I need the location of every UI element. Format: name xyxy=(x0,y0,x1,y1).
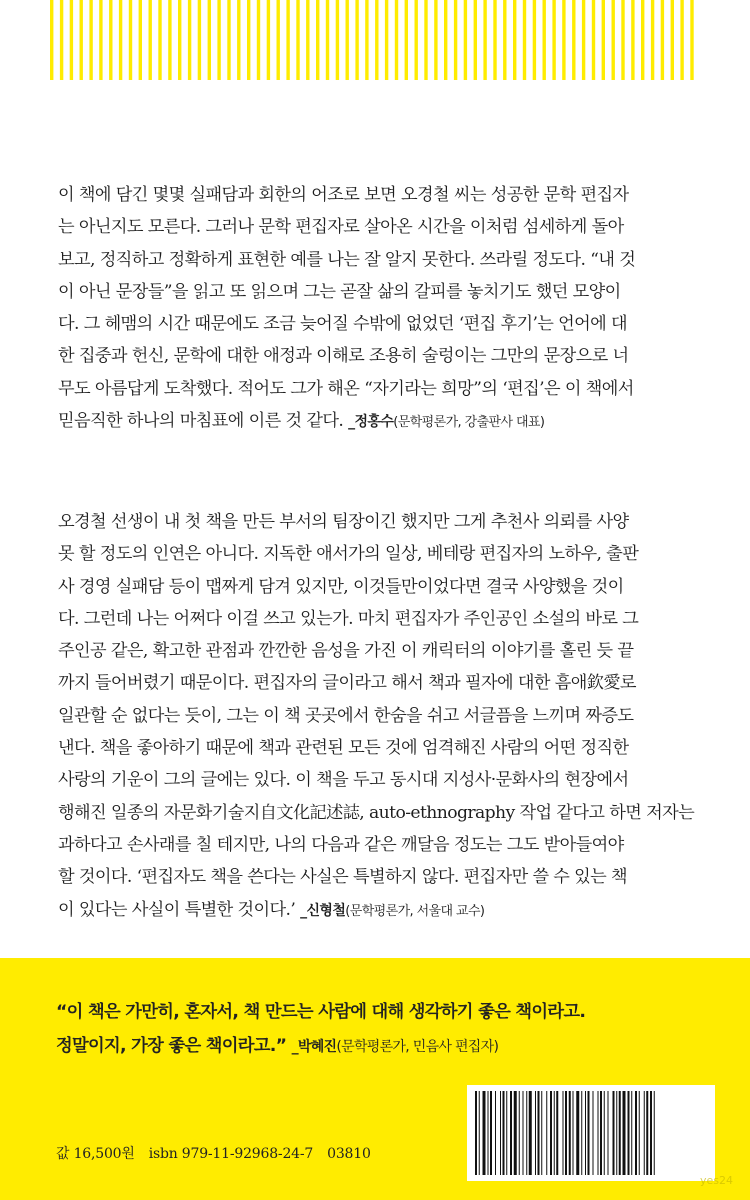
stripe xyxy=(424,0,427,80)
review-2-line: 행해진 일종의 자문화기술지自文化記述誌, auto-ethnography 작업 같다고 하면 저자는 xyxy=(58,802,695,823)
barcode-bar xyxy=(604,1091,605,1175)
stripe xyxy=(267,0,270,80)
review-2-line: 사랑의 기운이 그의 글에는 있다. 이 책을 두고 동시대 지성사·문화사의 현장에서 xyxy=(58,770,629,791)
review-1-line: 이 아닌 문장들”을 읽고 또 읽으며 그는 곧잘 삶의 갈피를 놓치기도 했던 모양이 xyxy=(58,281,621,302)
stripe xyxy=(80,0,83,80)
barcode-bar xyxy=(628,1091,630,1175)
stripe xyxy=(129,0,132,80)
stripe xyxy=(257,0,260,80)
stripe xyxy=(247,0,250,80)
barcode-bar xyxy=(631,1091,632,1175)
stripe xyxy=(483,0,486,80)
review-1-line: 다. 그 헤맴의 시간 때문에도 조금 늦어질 수밖에 없었던 ‘편집 후기’는 언어에 대 xyxy=(58,314,628,335)
barcode-bar xyxy=(646,1091,648,1175)
barcode-bar xyxy=(576,1091,579,1175)
blurb-credit-name: _박혜진 xyxy=(291,1039,337,1055)
stripe xyxy=(474,0,477,80)
stripe xyxy=(355,0,358,80)
review-1-line: 한 집중과 헌신, 문학에 대한 애정과 이해로 조용히 술렁이는 그만의 문장으로 너 xyxy=(58,346,629,367)
stripe xyxy=(680,0,683,80)
barcode-bar xyxy=(585,1091,586,1175)
stripe xyxy=(326,0,329,80)
stripe xyxy=(572,0,575,80)
review-2-line: 이 있다는 사실이 특별한 것이다.’ xyxy=(58,899,296,920)
stripe xyxy=(395,0,398,80)
barcode-bar xyxy=(556,1091,558,1175)
barcode-bar xyxy=(623,1091,626,1175)
barcode-bar xyxy=(569,1091,571,1175)
barcode-bar xyxy=(514,1091,517,1175)
blurb-line-2: 정말이지, 가장 좋은 책이라고.” xyxy=(56,1036,287,1056)
stripe xyxy=(365,0,368,80)
barcode-bar xyxy=(541,1091,542,1175)
stripe xyxy=(227,0,230,80)
review-1-line: 보고, 정직하고 정확하게 표현한 예를 나는 잘 알지 못한다. 쓰라릴 정도다. “내 것 xyxy=(58,249,636,270)
barcode-bar xyxy=(523,1091,524,1175)
barcode-bar xyxy=(573,1091,574,1175)
barcode-bar xyxy=(635,1091,637,1175)
stripe xyxy=(188,0,191,80)
stripe xyxy=(513,0,516,80)
price-isbn-line xyxy=(56,1143,385,1163)
barcode-bar xyxy=(613,1091,615,1175)
barcode-bar xyxy=(581,1091,582,1175)
review-2-line: 다. 그런데 나는 어쩌다 이걸 쓰고 있는가. 마치 편집자가 주인공인 소설의 바로 그 xyxy=(58,608,639,629)
stripe xyxy=(385,0,388,80)
barcode-bar xyxy=(529,1091,532,1175)
review-1-line: 믿음직한 하나의 마침표에 이른 것 같다. xyxy=(58,411,344,432)
barcode-bar xyxy=(475,1091,477,1175)
review-2-line: 주인공 같은, 확고한 관점과 깐깐한 음성을 가진 이 캐릭터의 이야기를 홀린 듯 끝 xyxy=(58,641,634,662)
stripe xyxy=(552,0,555,80)
review-2-line: 못 할 정도의 인연은 아니다. 지독한 애서가의 일상, 베테랑 편집자의 노하우, 출판 xyxy=(58,544,639,565)
stripe xyxy=(99,0,102,80)
stripe xyxy=(592,0,595,80)
blurb-quote xyxy=(56,995,716,1064)
stripe xyxy=(149,0,152,80)
barcode-bar xyxy=(500,1091,501,1175)
stripe xyxy=(316,0,319,80)
stripe xyxy=(89,0,92,80)
review-1-last-line xyxy=(58,405,698,439)
stripe xyxy=(168,0,171,80)
barcode-bar xyxy=(535,1091,536,1175)
barcode-bar xyxy=(563,1091,564,1175)
stripe xyxy=(651,0,654,80)
review-1-credit-name: _정홍수 xyxy=(348,414,394,431)
stripe xyxy=(582,0,585,80)
stripe xyxy=(602,0,605,80)
stripe xyxy=(405,0,408,80)
stripe xyxy=(306,0,309,80)
stripe xyxy=(217,0,220,80)
review-2-credit-name: _신형철 xyxy=(300,902,346,919)
barcode-bar xyxy=(600,1091,602,1175)
stripe xyxy=(454,0,457,80)
barcode-bar xyxy=(650,1091,652,1175)
review-2-line: 까지 들어버렸기 때문이다. 편집자의 글이라고 해서 책과 필자에 대한 흠애欽愛로 xyxy=(58,673,636,694)
barcode-bar xyxy=(490,1091,492,1175)
stripe xyxy=(503,0,506,80)
barcode-bar xyxy=(546,1091,547,1175)
barcode-bar xyxy=(550,1091,552,1175)
stripe xyxy=(612,0,615,80)
isbn: isbn 979-11-92968-24-7 xyxy=(148,1146,314,1162)
barcode-bar xyxy=(554,1091,555,1175)
barcode-bar xyxy=(510,1091,512,1175)
stripe xyxy=(70,0,73,80)
review-1-line: 는 아닌지도 모른다. 그러나 문학 편집자로 살아온 시간을 이처럼 섬세하게 돌아 xyxy=(58,217,624,238)
stripe xyxy=(375,0,378,80)
top-stripe-pattern xyxy=(0,0,750,80)
barcode-bar xyxy=(654,1091,655,1175)
blurb-line-2-wrap xyxy=(56,1029,716,1064)
barcode-bar xyxy=(538,1091,540,1175)
barcode-bar xyxy=(598,1091,599,1175)
stripe xyxy=(109,0,112,80)
barcode-bar xyxy=(488,1091,489,1175)
stripe xyxy=(690,0,693,80)
stripe xyxy=(562,0,565,80)
stripe xyxy=(434,0,437,80)
barcode-bar xyxy=(503,1091,505,1175)
review-2-last-line xyxy=(58,894,698,928)
stripe xyxy=(415,0,418,80)
stripe xyxy=(158,0,161,80)
stripe xyxy=(523,0,526,80)
review-2-line: 할 것이다. ‘편집자도 책을 쓴다는 사실은 특별하지 않다. 편집자만 쓸 수 있는 책 xyxy=(58,867,628,888)
barcode xyxy=(467,1085,715,1181)
barcode-bar xyxy=(565,1091,567,1175)
stripe xyxy=(346,0,349,80)
stripe xyxy=(296,0,299,80)
stripe xyxy=(336,0,339,80)
stripe xyxy=(631,0,634,80)
barcode-bar xyxy=(506,1091,507,1175)
stripe xyxy=(277,0,280,80)
stripe xyxy=(286,0,289,80)
stripe xyxy=(543,0,546,80)
stripe xyxy=(139,0,142,80)
review-1-credit-role: (문학평론가, 강출판사 대표) xyxy=(393,415,545,431)
barcode-bar xyxy=(526,1091,527,1175)
barcode-bar xyxy=(608,1091,609,1175)
stripe xyxy=(444,0,447,80)
stripe xyxy=(50,0,53,80)
review-1-line: 이 책에 담긴 몇몇 실패담과 회한의 어조로 보면 오경철 씨는 성공한 문학 편집자 xyxy=(58,185,629,205)
stripe xyxy=(493,0,496,80)
barcode-bar xyxy=(619,1091,621,1175)
review-1 xyxy=(58,179,698,439)
review-2-line: 과하다고 손사래를 칠 테지만, 나의 다음과 같은 깨달음 정도는 그도 받아들여야 xyxy=(58,834,624,855)
stripe xyxy=(671,0,674,80)
book-code: 03810 xyxy=(327,1146,371,1162)
barcode-bar xyxy=(479,1091,480,1175)
stripe xyxy=(533,0,536,80)
stripe xyxy=(208,0,211,80)
stripe xyxy=(641,0,644,80)
barcode-bar xyxy=(639,1091,640,1175)
blurb-line-1: “이 책은 가만히, 혼자서, 책 만드는 사람에 대해 생각하기 좋은 책이라고. xyxy=(56,1002,586,1022)
review-2-line: 낸다. 책을 좋아하기 때문에 책과 관련된 모든 것에 엄격해진 사람의 어떤 정직한 xyxy=(58,738,629,759)
review-2 xyxy=(58,506,698,928)
barcode-bar xyxy=(616,1091,617,1175)
review-1-credit xyxy=(348,415,544,430)
price: 값 16,500원 xyxy=(56,1146,135,1162)
barcode-bar xyxy=(519,1091,520,1175)
barcode-bar xyxy=(593,1091,594,1175)
review-2-line: 오경철 선생이 내 첫 책을 만든 부서의 팀장이긴 했지만 그게 추천사 의뢰를 사양 xyxy=(58,512,629,532)
stripe xyxy=(237,0,240,80)
review-2-line: 일관할 순 없다는 듯이, 그는 이 책 곳곳에서 한숨을 쉬고 서글픔을 느끼며 짜증도 xyxy=(58,705,634,726)
review-2-credit xyxy=(300,904,484,919)
barcode-bar xyxy=(644,1091,645,1175)
barcode-bar xyxy=(495,1091,496,1175)
barcode-bar xyxy=(483,1091,486,1175)
barcode-bar xyxy=(588,1091,590,1175)
stripe xyxy=(464,0,467,80)
stripe xyxy=(621,0,624,80)
watermark: yes24 xyxy=(700,1174,734,1187)
review-1-line: 무도 아름답게 도착했다. 적어도 그가 해온 “자기라는 희망”의 ‘편집’은 이 책에서 xyxy=(58,378,634,399)
stripe xyxy=(661,0,664,80)
stripe xyxy=(119,0,122,80)
review-2-line: 사 경영 실패담 등이 맵짜게 담겨 있지만, 이것들만이었다면 결국 사양했을 것이 xyxy=(58,576,624,597)
stripe xyxy=(178,0,181,80)
stripe xyxy=(60,0,63,80)
blurb-credit-role: (문학평론가, 민음사 편집자) xyxy=(336,1039,499,1055)
stripe xyxy=(198,0,201,80)
review-2-credit-role: (문학평론가, 서울대 교수) xyxy=(345,903,485,919)
